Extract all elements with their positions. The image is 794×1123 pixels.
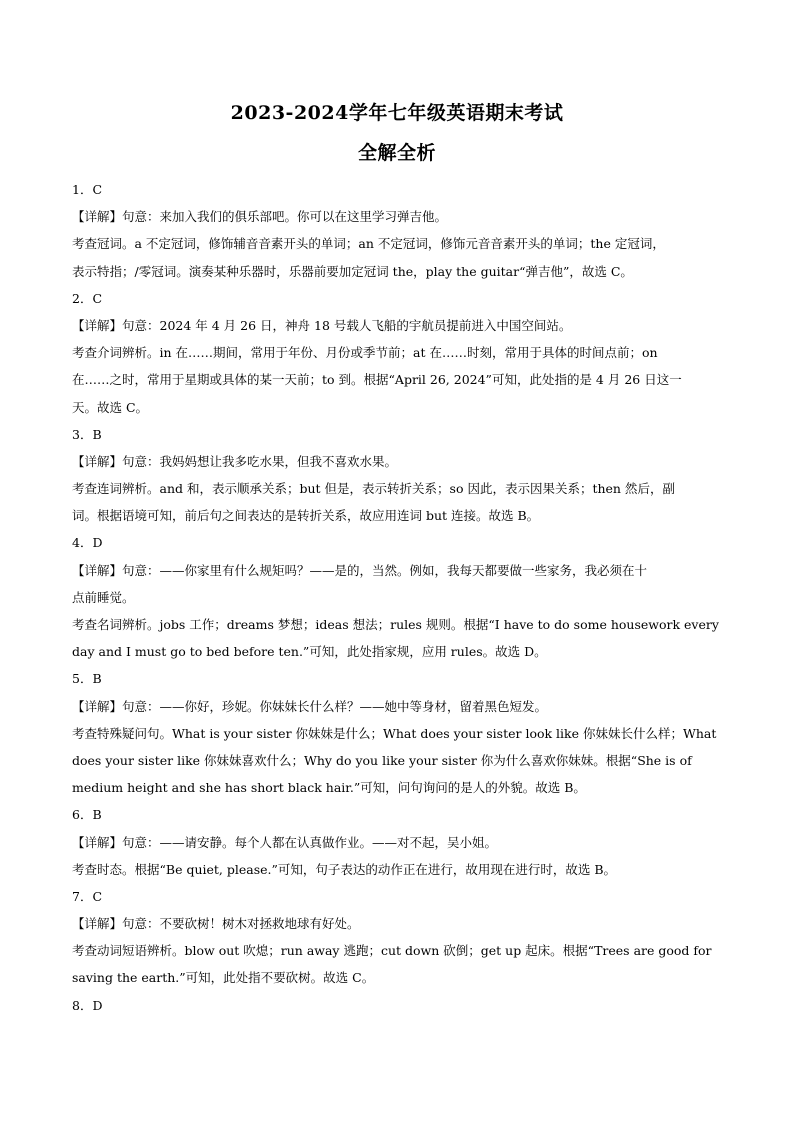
text-line: 【详解】句意：——你好，珍妮。你妹妹长什么样？——她中等身材，留着黑色短发。 xyxy=(72,698,548,714)
text-line: 考查时态。根据“Be quiet, please.”可知，句子表达的动作正在进行，故用现在进行时，故选 B。 xyxy=(72,861,617,877)
text-line: 【详解】句意：来加入我们的俱乐部吧。你可以在这里学习弹吉他。 xyxy=(72,209,448,225)
text-line: 考查介词辨析。in 在……期间，常用于年份、月份或季节前；at 在……时刻，常用于具体的时间点前；on xyxy=(72,345,658,361)
text-line: saving the earth.”可知，此处指不要砍树。故选 C。 xyxy=(72,970,375,986)
text-line: 5．B xyxy=(72,671,102,687)
text-line: 考查特殊疑问句。What is your sister 你妹妹是什么；What does your sister look like 你妹妹长什么样；What xyxy=(72,725,717,741)
text-line: 7．C xyxy=(72,888,103,904)
text-line: 【详解】句意：——请安静。每个人都在认真做作业。——对不起，吴小姐。 xyxy=(72,834,498,850)
text-line: 3．B xyxy=(72,426,102,442)
text-line: 考查名词辨析。jobs 工作；dreams 梦想；ideas 想法；rules 规则。根据“I have to do some housework every xyxy=(72,617,719,632)
text-line: 【详解】句意：——你家里有什么规矩吗？——是的，当然。例如，我每天都要做一些家务，我必须在十 xyxy=(72,562,648,578)
text-line: 【详解】句意：不要砍树！树木对拯救地球有好处。 xyxy=(72,916,360,932)
text-line: medium height and she has short black hair.”可知，问句询问的是人的外貌。故选 B。 xyxy=(72,780,586,796)
text-line: 点前睡觉。 xyxy=(72,589,135,605)
text-line: 在……之时，常用于星期或具体的某一天前；to 到。根据“April 26, 2024”可知，此处指的是 4 月 26 日这一 xyxy=(72,372,682,388)
text-line: 词。根据语境可知，前后句之间表达的是转折关系，故应用连词 but 连接。故选 B。 xyxy=(72,508,540,524)
text-line: 考查动词短语辨析。blow out 吹熄；run away 逃跑；cut down 砍倒；get up 起床。根据“Trees are good for xyxy=(72,943,712,959)
text-line: 6．B xyxy=(72,807,102,823)
text-line: 4．D xyxy=(72,535,103,551)
page-title: 2023-2024学年七年级英语期末考试 xyxy=(230,102,564,124)
text-line: 考查连词辨析。and 和，表示顺承关系；but 但是，表示转折关系；so 因此，表示因果关系；then 然后，副 xyxy=(72,481,675,497)
text-line: 1．C xyxy=(72,182,103,197)
text-line: 天。故选 C。 xyxy=(72,399,149,415)
text-line: 考查冠词。a 不定冠词，修饰辅音音素开头的单词；an 不定冠词，修饰元音音素开头的单词；the 定冠词， xyxy=(72,236,665,252)
page-subtitle: 全解全析 xyxy=(357,142,436,164)
text-line: 【详解】句意：我妈妈想让我多吃水果，但我不喜欢水果。 xyxy=(72,453,398,469)
text-line: 2．C xyxy=(72,290,103,306)
text-line: 【详解】句意：2024 年 4 月 26 日，神舟 18 号载人飞船的宇航员提前进入中国空间站。 xyxy=(72,317,572,333)
text-line: does your sister like 你妹妹喜欢什么；Why do you like your sister 你为什么喜欢你妹妹。根据“She is of xyxy=(72,752,692,768)
text-line: 表示特指；/零冠词。演奏某种乐器时，乐器前要加定冠词 the，play the guitar“弹吉他”，故选 C。 xyxy=(72,263,633,279)
answer-content xyxy=(72,176,724,1019)
text-line: 8．D xyxy=(72,997,103,1013)
text-line: day and I must go to bed before ten.”可知，此处指家规，应用 rules。故选 D。 xyxy=(72,644,547,660)
